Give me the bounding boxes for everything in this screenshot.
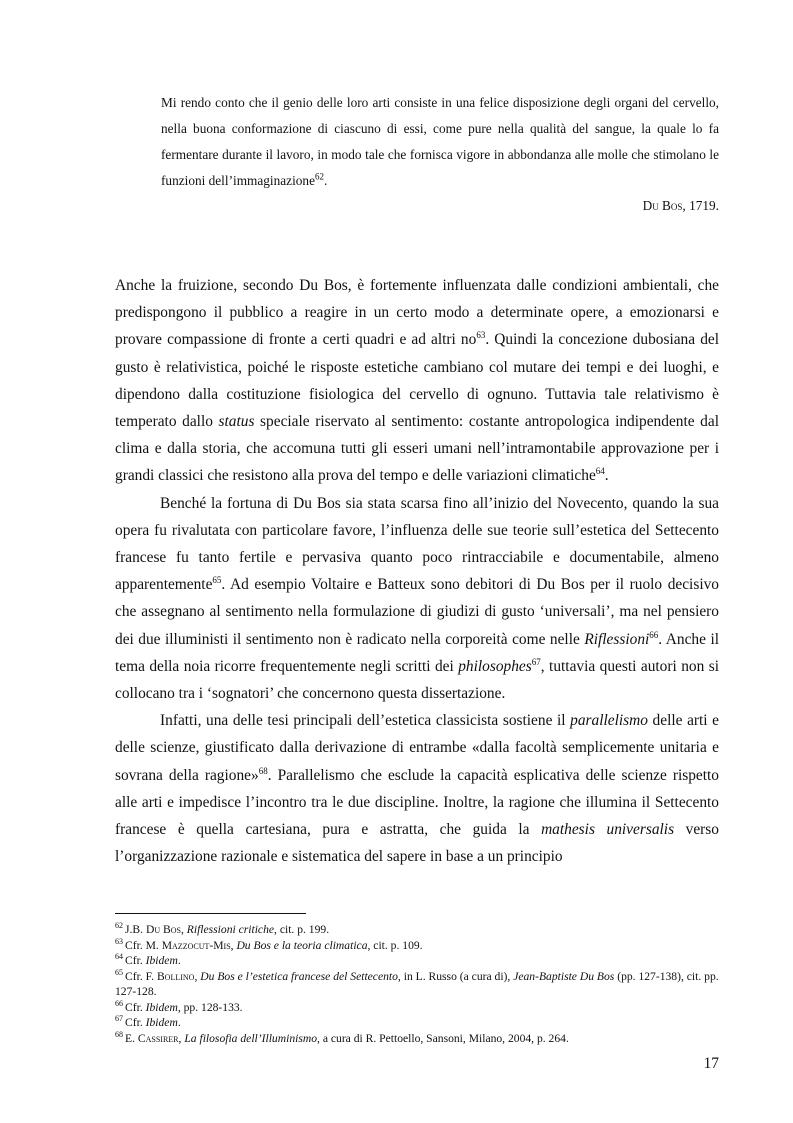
footnote-ref[interactable]: 63 [476, 330, 486, 341]
footnote-64: $^{64}$ Cfr. Ibidem. [115, 952, 181, 967]
footnote-ref[interactable]: 68 [258, 765, 268, 776]
footnote-ref[interactable]: 62 [314, 171, 324, 182]
footnote-ref[interactable]: 66 [649, 629, 659, 640]
footnote-62: $^{62}$ J.B. Du Bos, Riflessioni critiche, cit. p. 199. [115, 921, 330, 936]
footnote-66: $^{66}$ Cfr. Ibidem, pp. 128-133. [115, 998, 243, 1014]
footnote-63: $^{63}$ Cfr. M. Mazzocut-Mis, Du Bos e la teoria climatica, cit. p. 109. [115, 936, 423, 952]
epigraph-quote: Mi rendo conto che il genio delle loro arti consiste in una felice disposizione degli organi del cervello, nella buona conformazione di ciascuno di essi, come pure nella qualità del sangue, la quale lo fa fermentare durante il lavoro, in modo tale che fornisca vigore in abbondanza alle molle che stimolano le funzioni dell’immaginazione$^{62}$. [161, 95, 719, 188]
footnote-ref[interactable]: 67 [531, 656, 541, 667]
footnote-ref[interactable]: 64 [595, 466, 605, 477]
quote-attribution [161, 196, 719, 216]
quote-year: , 1719. [682, 198, 719, 213]
footnote-68: $^{68}$ E. Cassirer, La filosofia dell’Illuminismo, a cura di R. Pettoello, Sansoni, Milano, 2004, p. 264. [115, 1029, 569, 1045]
footnote-ref[interactable]: 65 [212, 575, 222, 586]
quote-text: Mi rendo conto che il genio delle loro arti consiste in una felice disposizione degli organi del cervello, nella buona conformazione di ciascuno di essi, come pure nella qualità del sangue, la quale lo fa fermentare durante il lavoro, in modo tale che fornisca vigore in abbondanza alle molle che stimolano le funzioni dell’immaginazione [161, 95, 719, 188]
quote-author: Du Bos [642, 198, 683, 213]
page-number: 17 [703, 1055, 719, 1072]
footnotes [115, 922, 719, 1046]
paragraph: Infatti, una delle tesi principali dell’estetica classicista sostiene il parallelismo delle arti e delle scienze, giustificato dalla derivazione di entrambe «dalla facoltà semplicemente unitaria e sovrana della ragione»$^{68}$. Parallelismo che esclude la capacità esplicativa delle scienze rispetto alle arti e impedisce l’incontro tra le due discipline. Inoltre, la ragione che illumina il Settecento francese è quella cartesiana, pura e astratta, che guida la mathesis universalis verso l’organizzazione razionale e sistematica del sapere in base a un principio [115, 712, 720, 866]
body-text [115, 272, 719, 870]
footnote-67: $^{67}$ Cfr. Ibidem. [115, 1014, 181, 1029]
footnote-separator [115, 913, 306, 914]
footnote-65: $^{65}$ Cfr. F. Bollino, Du Bos e l’estetica francese del Settecento, in L. Russo (a cura di), Jean-Baptiste Du Bos (pp. 127-138), cit. pp. 127-128. [115, 967, 719, 998]
paragraph: Anche la fruizione, secondo Du Bos, è fortemente influenzata dalle condizioni ambientali, che predispongono il pubblico a reagire in un certo modo a determinate opere, a emozionarsi e provare compassione di fronte a certi quadri e ad altri $no^{63}$. Quindi la concezione dubosiana del gusto è relativistica, poiché le risposte estetiche cambiano col mutare dei tempi e dei luoghi, e dipendono dalla costituzione fisiologica del cervello di ognuno. Tuttavia tale relativismo è temperato dallo status speciale riservato al sentimento: costante antropologica indipendente dal clima e dalla storia, che accomuna tutti gli esseri umani nell’intramontabile approvazione per i grandi classici che resistono alla prova del tempo e delle variazioni climatiche$^{64}$. [115, 277, 719, 485]
paragraph: Benché la fortuna di Du Bos sia stata scarsa fino all’inizio del Novecento, quando la sua opera fu rivalutata con particolare favore, l’influenza delle sue teorie sull’estetica del Settecento francese fu tanto fertile e pervasiva quanto poco rintracciabile e documentabile, almeno apparentemente$^{65}$. Ad esempio Voltaire e Batteux sono debitori di Du Bos per il ruolo decisivo che assegnano al sentimento nella formulazione di giudizi di gusto ‘universali’, ma nel pensiero dei due illuministi il sentimento non è radicato nella corporeità come nelle Riflessioni$^{66}$. Anche il tema della noia ricorre frequentemente negli scritti dei philosophes$^{67}$, tuttavia questi autori non si collocano tra i ‘sognatori’ che concernono questa dissertazione. [115, 494, 719, 703]
